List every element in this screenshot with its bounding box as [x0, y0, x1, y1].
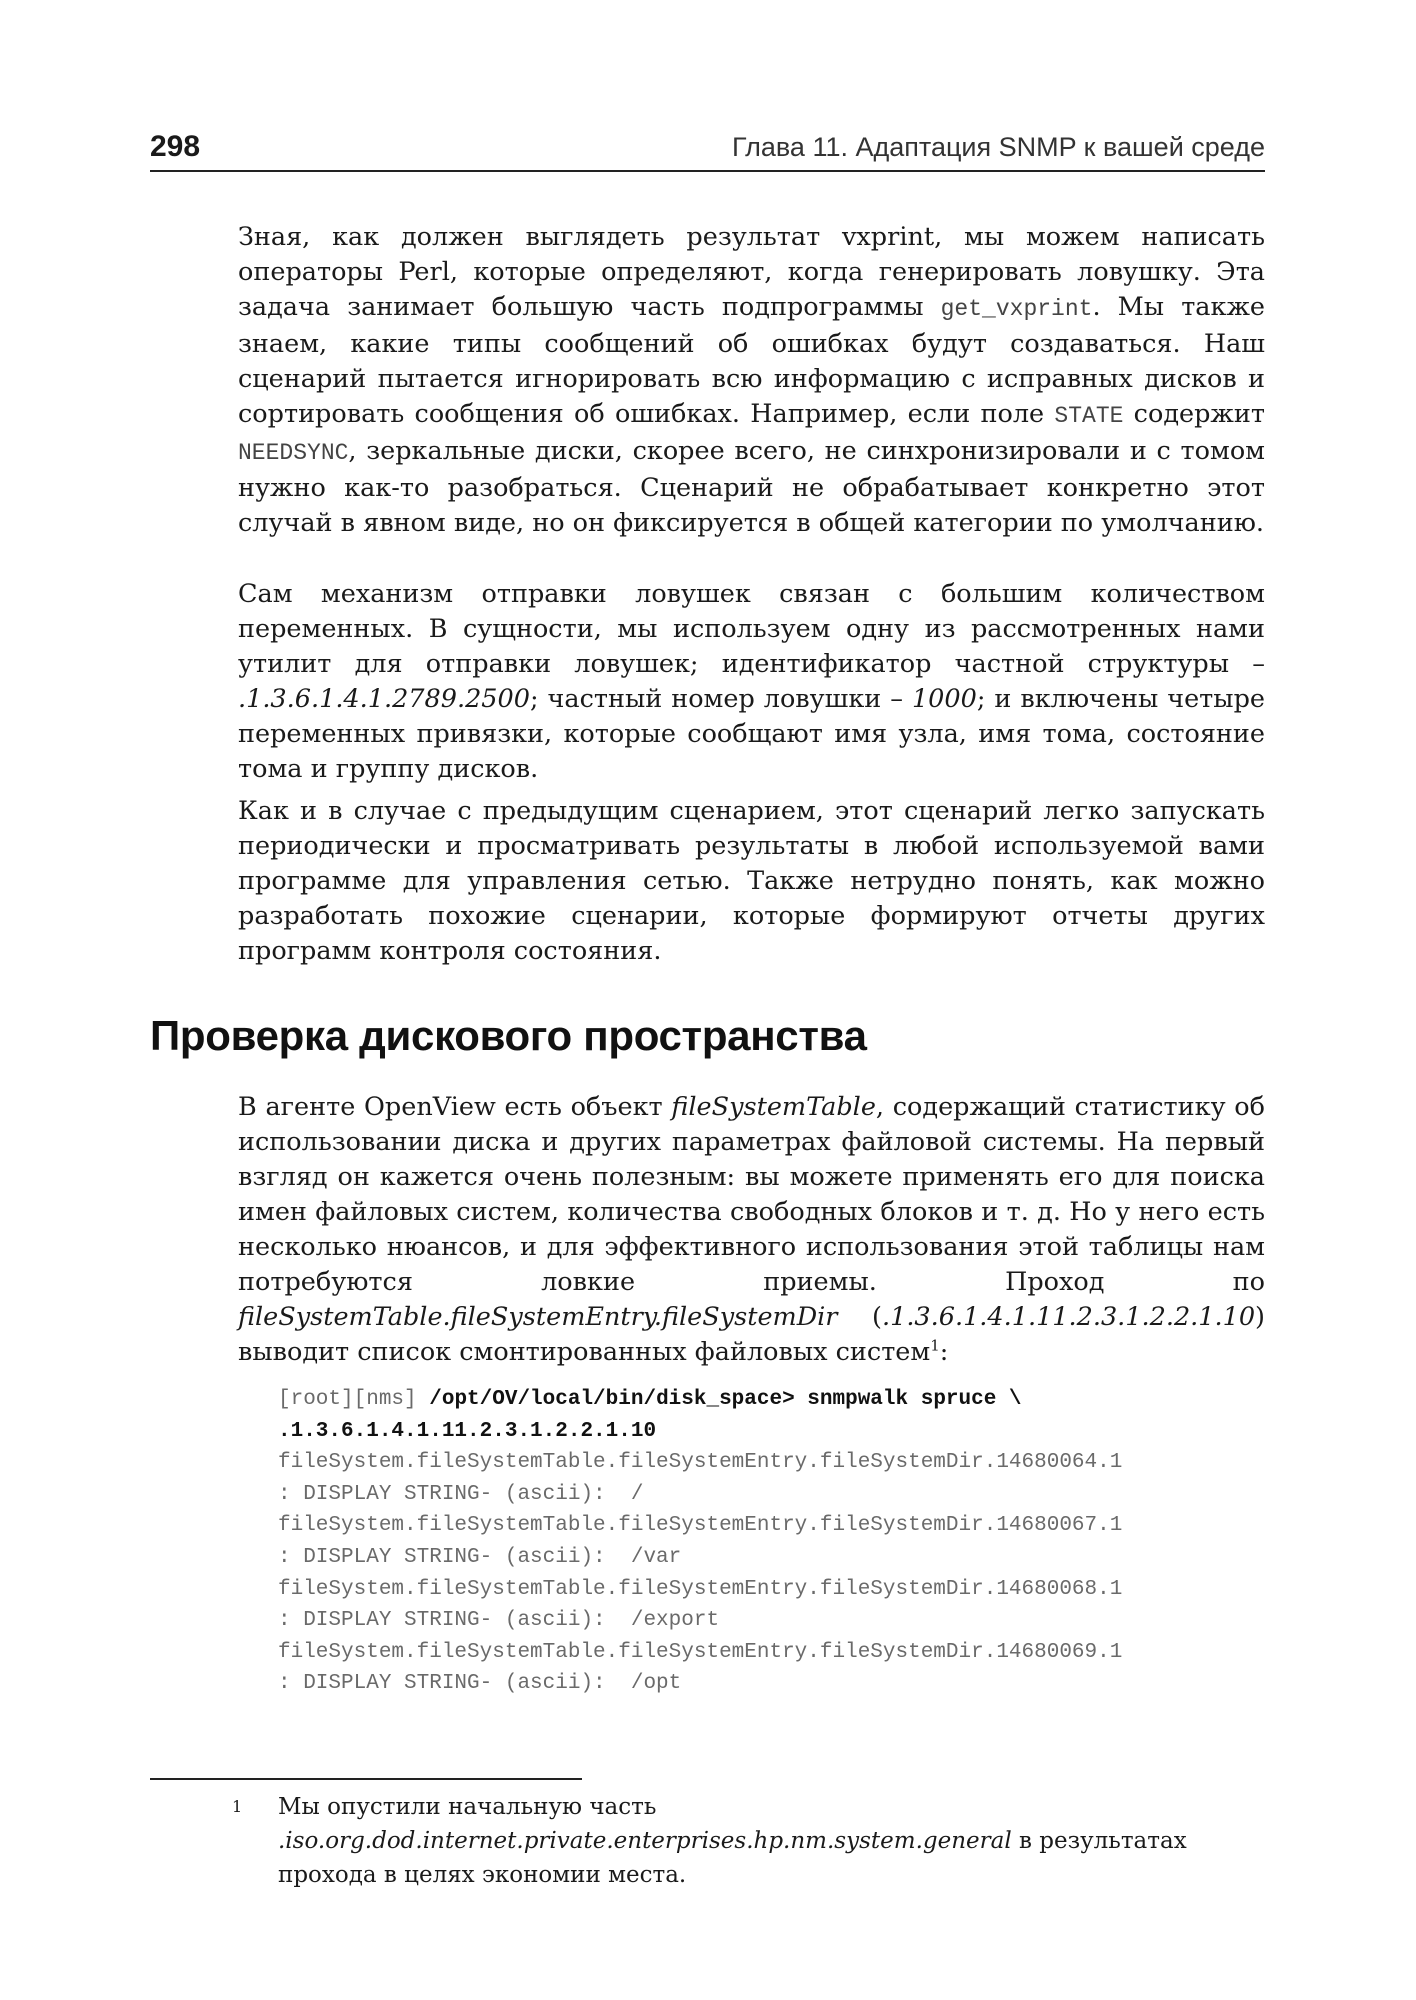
chapter-title: Глава 11. Адаптация SNMP к вашей среде	[732, 132, 1265, 162]
running-head	[150, 126, 1265, 172]
code-output-line: fileSystem.fileSystemTable.fileSystemEntry.fileSystemDir.14680067.1	[278, 1514, 1123, 1538]
paragraph-text: ; частный номер ловушки –	[529, 684, 912, 714]
object-path: fileSystemTable.fileSystemEntry.fileSystemDir	[238, 1302, 838, 1332]
footnote-text-part: в результатах прохода в целях экономии места.	[278, 1828, 1187, 1888]
paragraph-text: . Мы также знаем, какие типы сообщений об ошибках будут создаваться. Наш сценарий пытается игнорировать всю информацию с исправных дисков и сортировать сообщения об ошибках. Например, если поле	[238, 292, 1265, 429]
code-line	[278, 1384, 1265, 1416]
shell-prompt: [root][nms]	[278, 1388, 430, 1411]
code-output-line: fileSystem.fileSystemTable.fileSystemEntry.fileSystemDir.14680068.1	[278, 1577, 1123, 1601]
footnote-ref: 1	[930, 1336, 940, 1355]
code-output-line: fileSystem.fileSystemTable.fileSystemEntry.fileSystemDir.14680069.1	[278, 1640, 1123, 1664]
paragraph-trap-mechanism	[238, 577, 1265, 787]
code-listing	[278, 1384, 1265, 1700]
code-output-line: : DISPLAY STRING- (ascii): /	[278, 1482, 644, 1506]
trap-number: 1000	[911, 684, 977, 714]
paragraph-text: Как и в случае с предыдущим сценарием, этот сценарий легко запускать периодически и просматривать результаты в любой используемой вами программе для управления сетью. Также нетрудно понять, как можно разработать похожие сценарии, которые формируют отчеты других программ контроля состояния.	[238, 796, 1265, 966]
code-output-line: fileSystem.fileSystemTable.fileSystemEntry.fileSystemDir.14680064.1	[278, 1451, 1123, 1475]
inline-code-state: STATE	[1054, 403, 1124, 429]
footnote-mark: 1	[232, 1797, 243, 1816]
object-oid: .1.3.6.1.4.1.11.2.3.1.2.2.1.10	[881, 1302, 1256, 1332]
paragraph-text: , зеркальные диски, скорее всего, не синхронизировали и с томом нужно как-то разобраться. Сценарий не обрабатывает конкретно этот случай в явном виде, но он фиксируется в общей категории по умолчанию.	[238, 436, 1265, 538]
paragraph-periodic-run	[238, 794, 1265, 969]
code-output-line: : DISPLAY STRING- (ascii): /opt	[278, 1672, 682, 1696]
paragraph-text: , содержащий статистику об использовании диска и других параметрах файловой системы. На первый взгляд он кажется очень полезным: вы можете применять его для поиска имен файловых систем, количества свободных блоков и т. д. Но у него есть несколько нюансов, и для эффективного использования этой таблицы нам потребуются ловкие приемы. Проход по	[238, 1092, 1266, 1297]
object-name: fileSystemTable	[671, 1092, 876, 1122]
enterprise-oid: .1.3.6.1.4.1.2789.2500	[238, 684, 530, 714]
footnote-text-part: Мы опустили начальную часть	[278, 1794, 657, 1820]
section-heading: Проверка дискового пространства	[150, 1012, 867, 1059]
paragraph-text: (	[837, 1302, 882, 1332]
page-number: 298	[150, 130, 201, 163]
code-output-line: : DISPLAY STRING- (ascii): /var	[278, 1545, 682, 1569]
footnote	[232, 1790, 1265, 1892]
paragraph-text: Сам механизм отправки ловушек связан с большим количеством переменных. В сущности, мы используем одну из рассмотренных нами утилит для отправки ловушек; идентификатор частной структуры –	[238, 579, 1265, 679]
paragraph-text: В агенте OpenView есть объект	[238, 1092, 672, 1122]
shell-command-continuation: .1.3.6.1.4.1.11.2.3.1.2.2.1.10	[278, 1419, 657, 1443]
code-output-line: : DISPLAY STRING- (ascii): /export	[278, 1609, 720, 1633]
shell-command: /opt/OV/local/bin/disk_space> snmpwalk spruce \	[429, 1388, 1022, 1411]
inline-code-needsync: NEEDSYNC	[238, 440, 349, 466]
paragraph-text: содержит	[1123, 399, 1265, 429]
paragraph-vxprint	[238, 220, 1265, 541]
footnote-text	[238, 1790, 1265, 1892]
paragraph-filesystemtable	[238, 1090, 1265, 1370]
paragraph-text: ) выводит список смонтированных файловых систем	[238, 1302, 1265, 1367]
paragraph-text: Зная, как должен выглядеть результат vxprint, мы можем написать операторы Perl, которые определяют, когда генерировать ловушку. Эта задача занимает большую часть подпрограммы	[238, 222, 1265, 322]
paragraph-text: ; и включены четыре переменных привязки, которые сообщают имя узла, имя тома, состояние тома и группу дисков.	[238, 684, 1265, 784]
footnote-divider	[150, 1778, 582, 1780]
paragraph-text: :	[939, 1337, 949, 1367]
footnote-oid: .iso.org.dod.internet.private.enterprises.hp.nm.system.general	[278, 1828, 1012, 1854]
inline-code-get-vxprint: get_vxprint	[940, 296, 1093, 322]
